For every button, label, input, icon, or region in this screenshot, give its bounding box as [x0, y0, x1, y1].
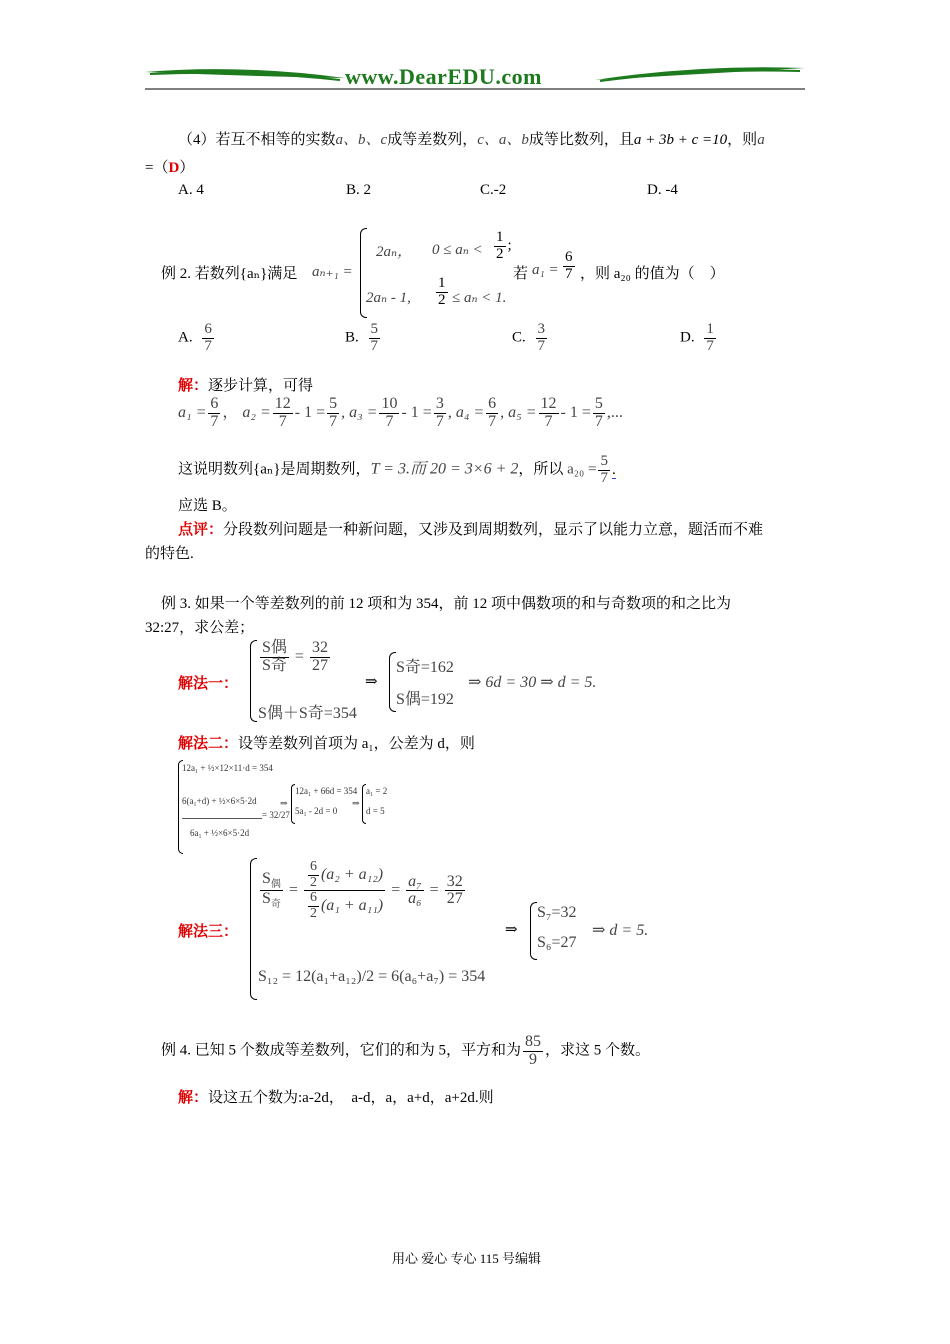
ex2-label: 例 2. 若数列{aₙ}满足	[161, 266, 298, 282]
method2-label: 解法二：	[178, 736, 239, 752]
q4-stem-text-1: （4）若互不相等的实数	[178, 132, 336, 148]
ex3-line-2: 32:27，求公差；	[145, 620, 255, 636]
frac-den: a₆	[408, 890, 422, 908]
method2-text: 设等差数列首项为 a₁，公差为 d，则	[238, 736, 475, 752]
frac-num: 1	[706, 321, 714, 337]
step-mid: - 1 =	[294, 403, 326, 421]
frac-num: 6	[309, 890, 317, 906]
ex3-method3-result-2: S₆=27	[537, 934, 577, 951]
frac-den: 2	[496, 245, 504, 262]
frac-num: a₇	[408, 872, 422, 890]
option-label: B.	[345, 329, 359, 346]
solution-label: 解：	[178, 378, 209, 394]
step-mid: - 1 =	[401, 403, 432, 421]
ex3-method1-result-2: S偶=192	[396, 691, 454, 708]
frac-den: 9	[529, 1050, 538, 1068]
comment-text: 分段数列问题是一种新问题，又涉及到周期数列，显示了以能力立意，题活而不难	[223, 522, 764, 538]
option-label: C.	[512, 329, 526, 346]
q4-equation: a + 3b + c =10	[633, 132, 728, 148]
frac-num: 6	[488, 395, 497, 412]
frac-num: 3	[435, 395, 444, 412]
q4-stem-text-3: 成等比数列，且	[528, 132, 634, 148]
ex2-given-lhs: a₁ =	[532, 262, 559, 278]
solution-text: 逐步计算，可得	[208, 378, 314, 394]
frac-num: 10	[381, 395, 398, 412]
option-label: D.	[680, 329, 695, 346]
ex3-method3-bottom: S₁₂ = 12(a₁+a₁₂)/2 = 6(a₆+a₇) = 354	[258, 968, 486, 985]
step-lhs: a₅ =	[508, 403, 537, 421]
frac-num: S偶	[262, 639, 287, 656]
frac-num: 12	[274, 395, 291, 412]
q4-stem-text-4: ，则	[727, 132, 758, 148]
frac-den: 7	[385, 412, 394, 430]
step-tail: ,...	[606, 403, 623, 421]
m2-eq-3: 6a₁ + ½×6×5·2d	[190, 828, 250, 838]
ex4-text-1: 例 4. 已知 5 个数成等差数列，它们的和为 5，平方和为	[161, 1042, 522, 1059]
frac-den: 7	[210, 412, 219, 430]
frac-den: 2	[309, 906, 317, 922]
ex3-method3-brace	[250, 858, 257, 1000]
ex2-case2-expr: 2aₙ - 1,	[366, 290, 411, 306]
ex2-comment-line-2: 的特色.	[145, 546, 194, 562]
frac-num: 1	[438, 275, 446, 291]
ex3-method1-ratio: $\frac{\text{S偶}}{\text{S奇}}$ = $\frac{32}{27}$	[262, 639, 328, 674]
ex2-option-b	[345, 322, 382, 355]
ex3-method3-result-1: S₇=32	[537, 904, 577, 921]
step-lhs: a₁ =	[178, 403, 207, 421]
m2-eq-4: = 32/27	[262, 810, 290, 820]
m2-eq-7: a₁ = 2	[366, 786, 388, 796]
frac-num: 6	[204, 321, 212, 337]
q4-answer-suffix: ）	[179, 160, 195, 176]
step-mid: - 1 =	[560, 403, 591, 421]
ex3-method3-tail: ⇒ d = 5.	[592, 922, 649, 939]
ex3-method1-result-brace	[389, 652, 396, 712]
final-dot: .	[611, 461, 616, 478]
final-lhs: a₂₀ =	[567, 461, 597, 478]
m2-eq-2: 6(a₁+d) + ½×6×5·2d	[182, 796, 257, 806]
ex2-case2-cond: ≤ aₙ < 1.	[452, 290, 507, 306]
ex2-comment-line-1	[178, 518, 763, 539]
frac-den: 27	[446, 890, 463, 908]
ex3-method1-label: 解法一：	[178, 676, 239, 692]
ex4-line-1	[161, 1034, 650, 1069]
m2-eq-6: 5a₁ - 2d = 0	[295, 806, 338, 816]
frac-den: 27	[311, 656, 328, 674]
ex2-solution-intro	[178, 374, 313, 395]
ex3-method2-brace	[178, 760, 183, 854]
frac-den: S奇	[262, 656, 287, 674]
q4-vars-1: a、b、c	[335, 132, 388, 148]
solution-label: 解：	[178, 1090, 209, 1106]
frac-den: 7	[594, 412, 603, 430]
m3-term-bottom: (a₁ + a₁₁)	[320, 897, 384, 915]
ex3-method3-label: 解法三：	[178, 924, 239, 940]
m2-eq-5: 12a₁ + 66d = 354	[295, 786, 358, 796]
ex4-solution	[178, 1086, 494, 1107]
frac-num: 1	[496, 229, 504, 245]
ex2-given-prefix: 若	[513, 266, 529, 282]
m2-eq-8: d = 5	[366, 806, 385, 816]
ex4-text-2: ，求这 5 个数。	[545, 1042, 651, 1059]
ex3-method2-line	[178, 732, 475, 753]
step-tail: ,	[500, 403, 505, 421]
ex2-case1-end: ;	[507, 237, 512, 254]
ex2-lhs: aₙ₊₁ =	[312, 264, 353, 280]
frac-num: 5	[594, 395, 603, 412]
ex3-method1-result-1: S奇=162	[396, 659, 454, 676]
ex2-option-a	[178, 322, 216, 355]
m2-eq-1: 12a₁ + ½×12×11·d = 354	[182, 763, 273, 773]
step-tail: ，	[222, 403, 239, 421]
frac-den: 7	[565, 265, 573, 282]
ex2-option-d	[680, 322, 718, 355]
q4-var-a: a	[757, 132, 765, 148]
ex3-method3-ratio: $\frac{S_偶}{S_奇}$ = $\frac{6}{2}$ (a₂ + a₁₂) $\frac{6}{2}$ (a₁ + a₁₁) = $\frac{\text{a₇}}{\text{a₆}}$ = $\frac{32}{27}$	[262, 859, 463, 922]
step-lhs: a₄ =	[455, 403, 485, 421]
ex2-option-c	[512, 322, 549, 355]
frac-num: 3	[537, 321, 546, 337]
ex2-period-line	[178, 454, 616, 487]
ex2-question: ，则 a₂₀ 的值为（ ）	[580, 266, 725, 282]
option-label: A.	[178, 329, 193, 346]
frac-den: 2	[309, 874, 317, 890]
frac-num: 5	[600, 453, 608, 469]
q4-answer-line	[145, 156, 194, 177]
frac-den: 7	[204, 337, 212, 354]
ex2-case1-expr: 2aₙ，	[376, 244, 413, 260]
frac-den: 7	[329, 412, 338, 430]
frac-num: 5	[370, 321, 379, 337]
frac-num: 12	[540, 395, 557, 412]
frac-den: 7	[278, 412, 287, 430]
comment-label: 点评：	[178, 522, 224, 538]
q4-option-c: C.-2	[480, 182, 507, 198]
ex3-method1-tail: ⇒ 6d = 30 ⇒ d = 5.	[468, 674, 597, 691]
period-text: 这说明数列{aₙ}是周期数列，	[178, 461, 371, 478]
frac-den: 7	[600, 469, 608, 486]
frac-num: 85	[525, 1033, 542, 1050]
q4-answer: D	[168, 160, 180, 176]
ex3-method1-sum: S偶＋S奇=354	[258, 705, 357, 722]
step-tail: ,	[341, 403, 346, 421]
step-lhs: a₃ =	[349, 403, 378, 421]
q4-stem-text-2: 成等差数列，	[387, 132, 478, 148]
step-tail: ,	[447, 403, 452, 421]
ex2-case2-frac	[434, 276, 450, 309]
frac-num: 32	[311, 639, 328, 656]
ex2-steps	[178, 396, 623, 431]
q4-stem	[178, 128, 765, 149]
q4-vars-2: c、a、b	[477, 132, 529, 148]
frac-num: 6	[309, 859, 317, 874]
m2-fraction-bar	[182, 818, 262, 819]
q4-option-a: A. 4	[178, 182, 204, 198]
ex2-case1-frac	[492, 230, 512, 263]
implies-arrow: ⇒	[505, 922, 518, 938]
frac-num: 6	[565, 249, 573, 265]
period-equation: T = 3.而 20 = 3×6 + 2	[370, 460, 519, 478]
implies-arrow: ⇒	[280, 798, 288, 808]
q4-answer-prefix: =（	[145, 160, 169, 176]
ex3-method3-result-brace	[530, 902, 537, 960]
frac-num: 6	[210, 395, 219, 412]
frac-den: 7	[706, 337, 714, 354]
page-footer: 用心 爱心 专心 115 号编辑	[392, 1251, 542, 1266]
frac-den: 2	[438, 291, 446, 308]
frac-den: 7	[435, 412, 444, 430]
ex3-method1-brace	[250, 640, 257, 722]
solution-text: 设这五个数为:a-2d， a-d，a，a+d，a+2d.则	[208, 1090, 494, 1106]
frac-num: 32	[446, 872, 463, 890]
frac-den: 7	[544, 412, 553, 430]
frac-den: 7	[537, 337, 546, 354]
ex2-given-frac	[561, 250, 577, 283]
ex3-line-1: 例 3. 如果一个等差数列的前 12 项和为 354，前 12 项中偶数项的和与奇数项的和之比为	[161, 596, 732, 612]
implies-arrow: ⇒	[365, 674, 378, 690]
frac-den: 7	[370, 337, 379, 354]
period-tail: ，所以	[518, 461, 564, 478]
header-logo: www.DearEDU.com	[345, 64, 542, 89]
m3-term-top: (a₂ + a₁₂)	[320, 865, 384, 883]
q4-option-d: D. -4	[647, 182, 678, 198]
ex2-case1-cond: 0 ≤ aₙ <	[432, 242, 483, 258]
implies-arrow: ⇒	[352, 798, 360, 808]
ex2-choose: 应选 B。	[178, 498, 237, 514]
step-lhs: a₂ =	[242, 403, 271, 421]
frac-num: 5	[329, 395, 338, 412]
frac-den: 7	[488, 412, 497, 430]
q4-option-b: B. 2	[346, 182, 372, 198]
